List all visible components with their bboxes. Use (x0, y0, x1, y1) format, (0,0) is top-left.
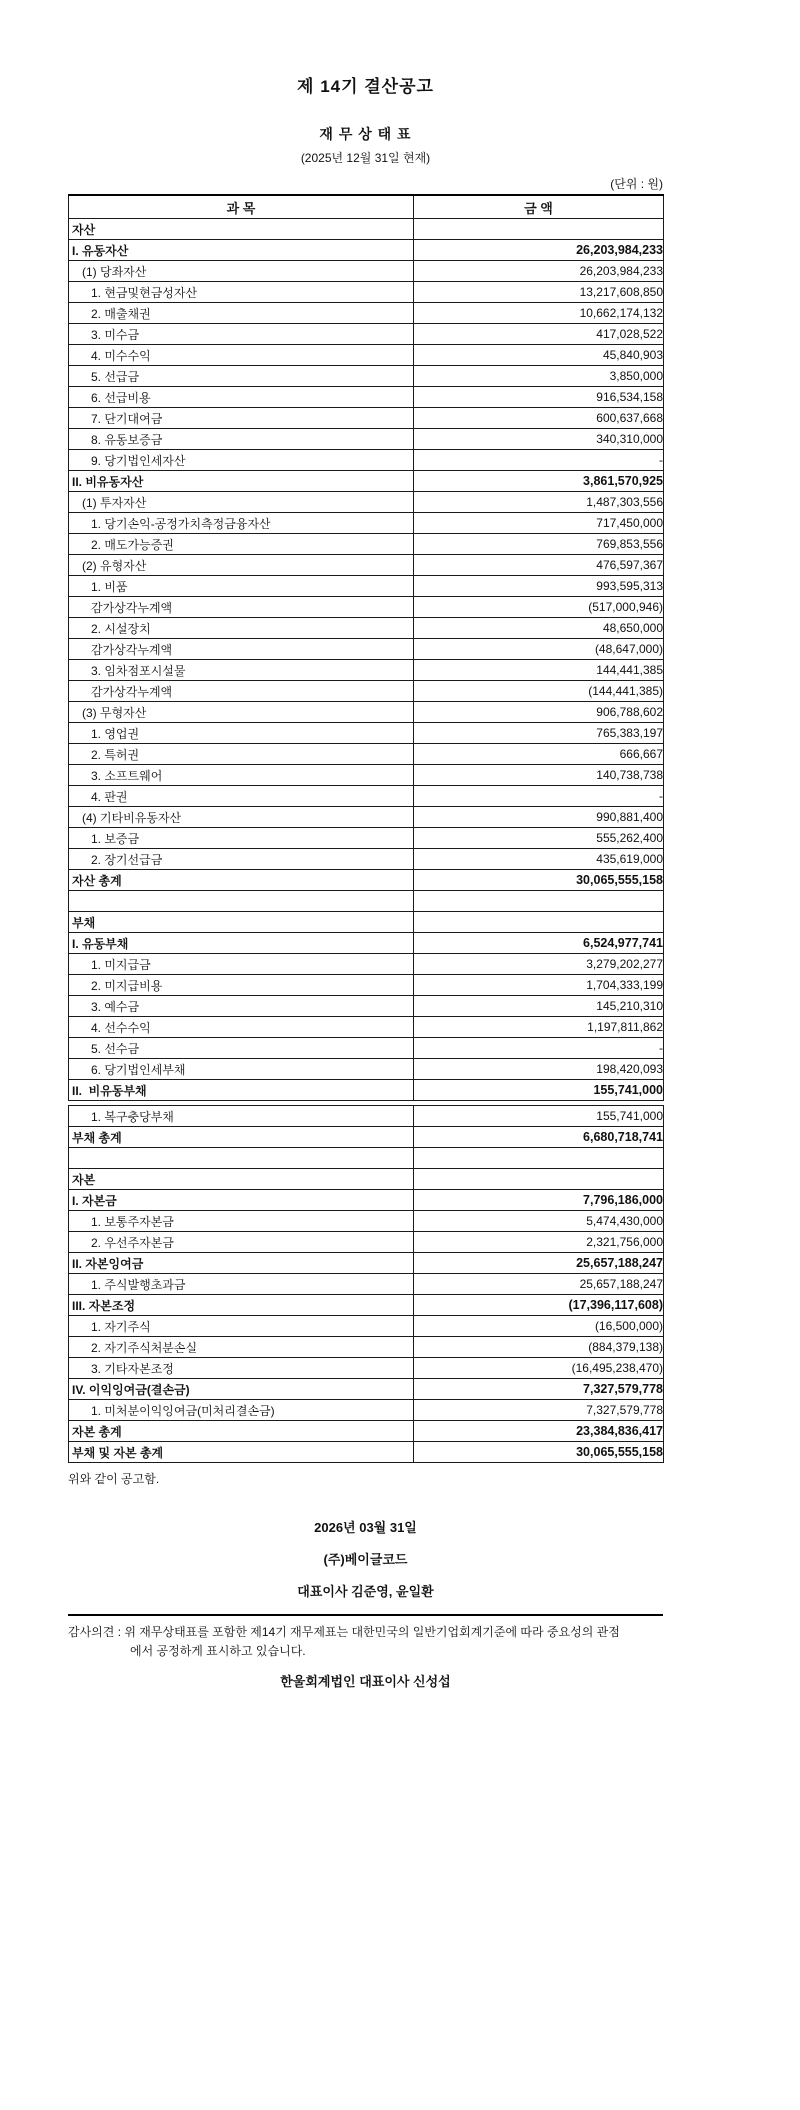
table-row (69, 408, 664, 429)
account-label: 1. 보증금 (69, 828, 414, 849)
amount-value: 417,028,522 (414, 324, 664, 345)
table-row (69, 576, 664, 597)
amount-value: 7,796,186,000 (414, 1190, 664, 1211)
account-label: 8. 유동보증금 (69, 429, 414, 450)
table-row (69, 366, 664, 387)
table-row (69, 387, 664, 408)
table-row (69, 534, 664, 555)
account-label: IV. 이익잉여금(결손금) (69, 1379, 414, 1400)
audit-opinion-line1: 감사의견 : 위 재무상태표를 포함한 제14기 재무제표는 대한민국의 일반기업회계기준에 따라 중요성의 관점 (68, 1625, 620, 1639)
table-row (69, 492, 664, 513)
account-label: 3. 임차점포시설물 (69, 660, 414, 681)
table-row (69, 429, 664, 450)
amount-value: (517,000,946) (414, 597, 664, 618)
amount-value: 155,741,000 (414, 1106, 664, 1127)
table-row (69, 807, 664, 828)
table-row (69, 765, 664, 786)
table-row (69, 702, 664, 723)
auditor-name: 한울회계법인 대표이사 신성섭 (280, 1674, 451, 1690)
table-row (69, 240, 664, 261)
amount-value: 1,704,333,199 (414, 975, 664, 996)
table-row (69, 618, 664, 639)
account-label: 감가상각누계액 (69, 681, 414, 702)
table-row (69, 1017, 664, 1038)
signature-block (68, 1517, 663, 1600)
account-label: (3) 무형자산 (69, 702, 414, 723)
account-label: 1. 영업권 (69, 723, 414, 744)
amount-value: 30,065,555,158 (414, 1442, 664, 1463)
amount-value: - (414, 450, 664, 471)
amount-value: 476,597,367 (414, 555, 664, 576)
table-row (69, 660, 664, 681)
account-label: 부채 및 자본 총계 (69, 1442, 414, 1463)
announcement-notice: 위와 같이 공고함. (68, 1472, 160, 1486)
table-row (69, 1379, 664, 1400)
ceo-names: 대표이사 김준영, 윤일환 (297, 1584, 434, 1599)
account-label: 2. 시설장치 (69, 618, 414, 639)
footer-divider (68, 1614, 663, 1616)
amount-value: 7,327,579,778 (414, 1379, 664, 1400)
amount-value: 765,383,197 (414, 723, 664, 744)
account-label: 2. 매출채권 (69, 303, 414, 324)
amount-value: 993,595,313 (414, 576, 664, 597)
amount-value: 48,650,000 (414, 618, 664, 639)
amount-value: 6,680,718,741 (414, 1127, 664, 1148)
account-label: 3. 미수금 (69, 324, 414, 345)
table-spacer-row (69, 891, 664, 912)
table-row (69, 555, 664, 576)
amount-value: (144,441,385) (414, 681, 664, 702)
table-header-row (69, 195, 664, 219)
table-row (69, 303, 664, 324)
page-title: 제 14기 결산공고 (297, 77, 434, 96)
amount-value: 155,741,000 (414, 1080, 664, 1101)
account-label: II. 비유동부채 (69, 1080, 414, 1101)
amount-value: 26,203,984,233 (414, 240, 664, 261)
table-row (69, 1211, 664, 1232)
table-row (69, 744, 664, 765)
amount-value: 1,197,811,862 (414, 1017, 664, 1038)
account-label: I. 자본금 (69, 1190, 414, 1211)
account-label: (1) 투자자산 (69, 492, 414, 513)
amount-value: 916,534,158 (414, 387, 664, 408)
column-header-account: 과 목 (69, 195, 414, 219)
amount-value: 666,667 (414, 744, 664, 765)
amount-value: 1,487,303,556 (414, 492, 664, 513)
amount-value: 555,262,400 (414, 828, 664, 849)
table-row (69, 1442, 664, 1463)
account-label: 자본 총계 (69, 1421, 414, 1442)
account-label: 6. 선급비용 (69, 387, 414, 408)
amount-value (414, 912, 664, 933)
account-label: 2. 장기선급금 (69, 849, 414, 870)
amount-value: 23,384,836,417 (414, 1421, 664, 1442)
as-of-date: (2025년 12월 31일 현재) (300, 151, 431, 165)
table-row (69, 954, 664, 975)
amount-value: 144,441,385 (414, 660, 664, 681)
table-row (69, 324, 664, 345)
table-row (69, 1421, 664, 1442)
amount-value: 140,738,738 (414, 765, 664, 786)
amount-value: 7,327,579,778 (414, 1400, 664, 1421)
account-label: 4. 판권 (69, 786, 414, 807)
amount-value (414, 219, 664, 240)
table-row (69, 996, 664, 1017)
table-row (69, 1295, 664, 1316)
account-label: 4. 선수수익 (69, 1017, 414, 1038)
audit-opinion (68, 1623, 663, 1660)
account-label: 1. 주식발행초과금 (69, 1274, 414, 1295)
amount-value: 769,853,556 (414, 534, 664, 555)
table-row (69, 1337, 664, 1358)
amount-value: 25,657,188,247 (414, 1253, 664, 1274)
table-row (69, 1059, 664, 1080)
account-label: 자본 (69, 1169, 414, 1190)
amount-value: 2,321,756,000 (414, 1232, 664, 1253)
balance-sheet-table (68, 194, 664, 1463)
amount-value: 5,474,430,000 (414, 1211, 664, 1232)
table-row (69, 933, 664, 954)
amount-value: (16,495,238,470) (414, 1358, 664, 1379)
amount-value: 3,279,202,277 (414, 954, 664, 975)
audit-opinion-line2: 에서 공정하게 표시하고 있습니다. (130, 1643, 306, 1658)
account-label: 자산 총계 (69, 870, 414, 891)
account-label: 4. 미수수익 (69, 345, 414, 366)
table-row (69, 1316, 664, 1337)
table-row (69, 975, 664, 996)
statement-title: 재 무 상 태 표 (319, 126, 412, 142)
announcement-date: 2026년 03월 31일 (314, 1520, 417, 1535)
table-row (69, 849, 664, 870)
account-label: 감가상각누계액 (69, 597, 414, 618)
amount-value: - (414, 786, 664, 807)
amount-value: - (414, 1038, 664, 1059)
table-row (69, 828, 664, 849)
table-row (69, 219, 664, 240)
table-body (69, 219, 664, 1463)
amount-value: 198,420,093 (414, 1059, 664, 1080)
table-row (69, 597, 664, 618)
table-row (69, 639, 664, 660)
account-label: (4) 기타비유동자산 (69, 807, 414, 828)
amount-value: 45,840,903 (414, 345, 664, 366)
table-row (69, 1038, 664, 1059)
table-row (69, 1232, 664, 1253)
amount-value: 10,662,174,132 (414, 303, 664, 324)
amount-value: 30,065,555,158 (414, 870, 664, 891)
table-row (69, 870, 664, 891)
account-label: 자산 (69, 219, 414, 240)
amount-value: 340,310,000 (414, 429, 664, 450)
amount-value: 3,861,570,925 (414, 471, 664, 492)
account-label: 7. 단기대여금 (69, 408, 414, 429)
table-row (69, 1169, 664, 1190)
table-row (69, 513, 664, 534)
account-label: 부채 (69, 912, 414, 933)
account-label: 1. 비품 (69, 576, 414, 597)
account-label: 2. 매도가능증권 (69, 534, 414, 555)
table-row (69, 1106, 664, 1127)
amount-value: (884,379,138) (414, 1337, 664, 1358)
account-label: 2. 미지급비용 (69, 975, 414, 996)
table-row (69, 1358, 664, 1379)
account-label: III. 자본조정 (69, 1295, 414, 1316)
account-label: II. 비유동자산 (69, 471, 414, 492)
table-row (69, 1080, 664, 1101)
table-row (69, 282, 664, 303)
column-header-amount: 금 액 (414, 195, 664, 219)
amount-value: (48,647,000) (414, 639, 664, 660)
table-row (69, 1127, 664, 1148)
amount-value: 25,657,188,247 (414, 1274, 664, 1295)
amount-value: 600,637,668 (414, 408, 664, 429)
amount-value: 717,450,000 (414, 513, 664, 534)
account-label: 3. 기타자본조정 (69, 1358, 414, 1379)
table-row (69, 912, 664, 933)
table-row (69, 723, 664, 744)
account-label: 6. 당기법인세부채 (69, 1059, 414, 1080)
account-label: 3. 예수금 (69, 996, 414, 1017)
account-label: 1. 복구충당부채 (69, 1106, 414, 1127)
unit-note: (단위 : 원) (610, 177, 663, 191)
table-spacer-row (69, 1148, 664, 1169)
company-name: (주)베이글코드 (323, 1552, 408, 1567)
amount-value: 6,524,977,741 (414, 933, 664, 954)
table-row (69, 1190, 664, 1211)
account-label: 1. 미처분이익잉여금(미처리결손금) (69, 1400, 414, 1421)
table-row (69, 345, 664, 366)
amount-value: (17,396,117,608) (414, 1295, 664, 1316)
amount-value: 13,217,608,850 (414, 282, 664, 303)
account-label: II. 자본잉여금 (69, 1253, 414, 1274)
account-label: 9. 당기법인세자산 (69, 450, 414, 471)
table-row (69, 681, 664, 702)
account-label: 5. 선수금 (69, 1038, 414, 1059)
document-content (68, 0, 663, 1690)
account-label: 1. 현금및현금성자산 (69, 282, 414, 303)
account-label: 부채 총계 (69, 1127, 414, 1148)
account-label: I. 유동부채 (69, 933, 414, 954)
account-label: 1. 보통주자본금 (69, 1211, 414, 1232)
account-label: 5. 선급금 (69, 366, 414, 387)
amount-value: 3,850,000 (414, 366, 664, 387)
amount-value: 435,619,000 (414, 849, 664, 870)
table-row (69, 1274, 664, 1295)
account-label: 2. 특허권 (69, 744, 414, 765)
account-label: (1) 당좌자산 (69, 261, 414, 282)
account-label: 1. 자기주식 (69, 1316, 414, 1337)
table-row (69, 786, 664, 807)
amount-value: 145,210,310 (414, 996, 664, 1017)
table-row (69, 261, 664, 282)
amount-value: 990,881,400 (414, 807, 664, 828)
account-label: (2) 유형자산 (69, 555, 414, 576)
account-label: 1. 당기손익-공정가치측정금융자산 (69, 513, 414, 534)
account-label: 감가상각누계액 (69, 639, 414, 660)
amount-value: 906,788,602 (414, 702, 664, 723)
amount-value (414, 1169, 664, 1190)
account-label: I. 유동자산 (69, 240, 414, 261)
table-row (69, 1253, 664, 1274)
table-row (69, 471, 664, 492)
amount-value: 26,203,984,233 (414, 261, 664, 282)
table-row (69, 450, 664, 471)
account-label: 3. 소프트웨어 (69, 765, 414, 786)
account-label: 2. 우선주자본금 (69, 1232, 414, 1253)
account-label: 2. 자기주식처분손실 (69, 1337, 414, 1358)
amount-value: (16,500,000) (414, 1316, 664, 1337)
account-label: 1. 미지급금 (69, 954, 414, 975)
table-row (69, 1400, 664, 1421)
